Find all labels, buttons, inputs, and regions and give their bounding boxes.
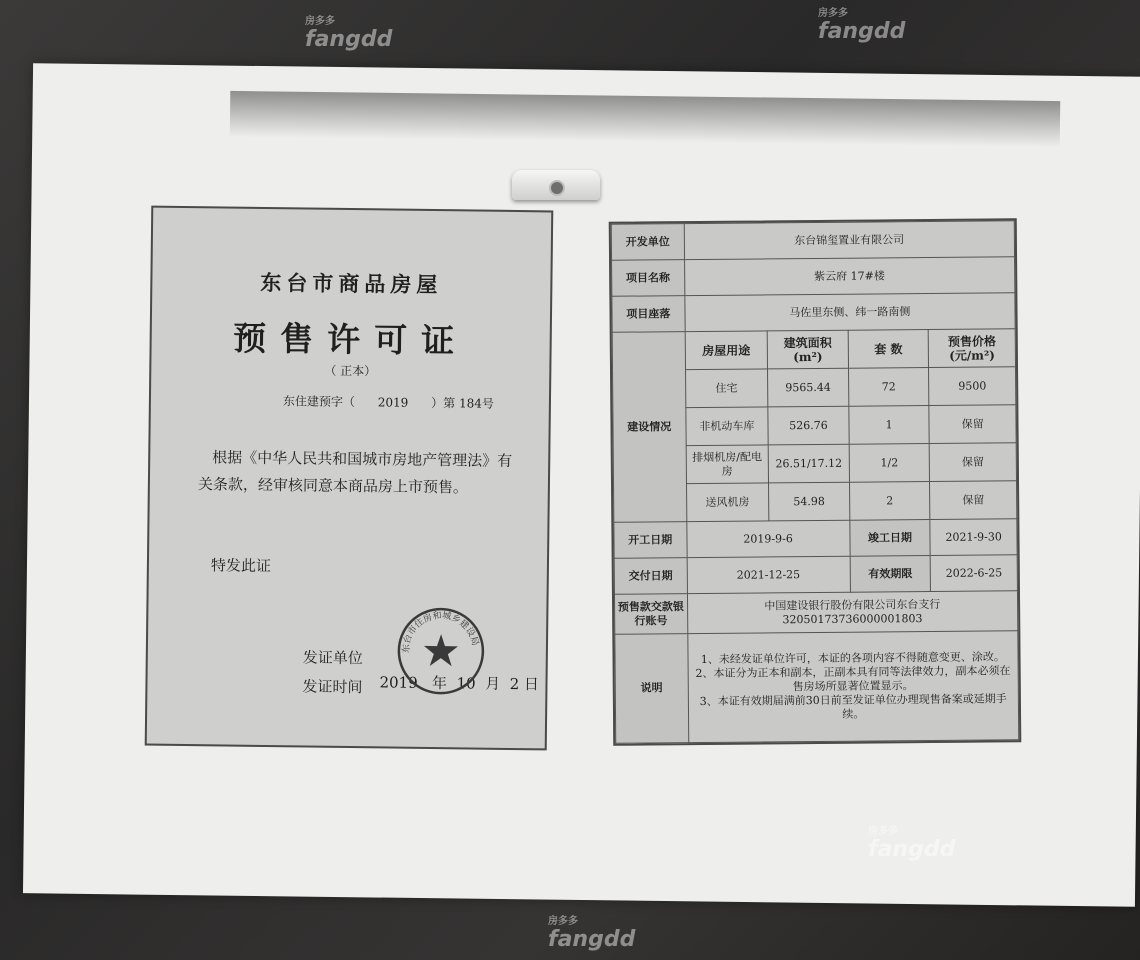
valid-until-label: 有效期限 xyxy=(850,555,931,592)
notes-label: 说明 xyxy=(615,634,688,744)
price-cell: 保留 xyxy=(930,481,1017,520)
project-name-label: 项目名称 xyxy=(612,260,685,297)
official-seal-icon xyxy=(395,606,486,697)
bank-name: 中国建设银行股份有限公司东台支行 xyxy=(764,597,941,612)
issuer-label: 发证单位 xyxy=(302,648,363,668)
watermark-logo: 房多多 fangdd xyxy=(818,8,906,44)
bank-account-value xyxy=(687,591,1018,634)
column-header: 套 数 xyxy=(848,330,929,369)
start-date-label: 开工日期 xyxy=(614,522,687,559)
notes-list xyxy=(687,631,1018,743)
certificate-number: 东住建预字（ 2019 ）第 184号 xyxy=(282,394,495,411)
watermark-logo: 房多多 fangdd xyxy=(305,16,393,52)
price-cell: 保留 xyxy=(929,405,1016,444)
binder-clip xyxy=(512,170,600,200)
area-cell: 54.98 xyxy=(769,482,850,521)
project-location-value: 马佐里东侧、纬一路南侧 xyxy=(684,293,1015,332)
special-issue-text: 特发此证 xyxy=(210,556,272,576)
valid-until-value: 2022-6-25 xyxy=(930,555,1017,592)
watermark-logo: 房多多 fangdd xyxy=(548,916,636,952)
note-item: 3、本证有效期届满前30日前至发证单位办理现售备案或延期手续。 xyxy=(699,692,1007,721)
area-cell: 526.76 xyxy=(768,406,849,445)
column-header: 预售价格(元/m²) xyxy=(929,329,1016,368)
clip-screw xyxy=(549,180,565,196)
issue-date-label: 发证时间 xyxy=(302,677,363,697)
issue-date-value: 2019 年 10 月 2 日 xyxy=(379,673,540,694)
construction-label: 建设情况 xyxy=(612,332,686,523)
units-cell: 1 xyxy=(849,406,930,445)
developer-label: 开发单位 xyxy=(611,224,684,261)
note-item: 2、本证分为正本和副本，正副本具有同等法律效力，副本必须在售房场所显著位置显示。 xyxy=(695,664,1011,694)
column-header: 房屋用途 xyxy=(685,331,768,370)
use-cell: 非机动车库 xyxy=(685,407,768,446)
price-cell: 保留 xyxy=(929,443,1016,482)
completion-date-value: 2021-9-30 xyxy=(930,519,1017,556)
developer-value: 东台锦玺置业有限公司 xyxy=(684,221,1015,260)
note-item: 1、未经发证单位许可，本证的各项内容不得随意变更、涂改。 xyxy=(700,650,1005,667)
units-cell: 72 xyxy=(848,368,929,407)
certificate-body-text: 根据《中华人民共和国城市房地产管理法》有关条款，经审核同意本商品房上市预售。 xyxy=(197,448,513,497)
city-title: 东台市商品房屋 xyxy=(260,269,443,298)
info-table xyxy=(611,220,1020,744)
use-cell: 排烟机房/配电房 xyxy=(686,445,769,484)
use-cell: 住宅 xyxy=(685,369,768,408)
price-cell: 9500 xyxy=(929,367,1016,406)
presale-permit-certificate xyxy=(145,206,554,751)
units-cell: 1/2 xyxy=(849,443,930,482)
permit-title: 预售许可证 xyxy=(232,318,469,361)
project-name-value: 紫云府 17#楼 xyxy=(684,257,1015,296)
area-cell: 9565.44 xyxy=(768,368,849,407)
delivery-date-label: 交付日期 xyxy=(614,558,687,595)
copy-type: （ 正本） xyxy=(324,363,377,379)
use-cell: 送风机房 xyxy=(686,483,769,522)
bank-account-label: 预售款交款银行账号 xyxy=(614,594,687,635)
bank-account-number: 32050173736000001803 xyxy=(782,611,923,626)
delivery-date-value: 2021-12-25 xyxy=(687,556,851,593)
watermark-logo: 房多多 fangdd xyxy=(868,826,956,862)
start-date-value: 2019-9-6 xyxy=(686,520,850,557)
units-cell: 2 xyxy=(849,481,930,520)
project-location-label: 项目座落 xyxy=(612,296,685,333)
svg-text:东台市住房和城乡建设局: 东台市住房和城乡建设局 xyxy=(401,610,480,654)
project-info-table xyxy=(609,218,1022,746)
area-cell: 26.51/17.12 xyxy=(768,444,849,483)
column-header: 建筑面积(m²) xyxy=(767,330,848,369)
completion-date-label: 竣工日期 xyxy=(850,519,931,556)
